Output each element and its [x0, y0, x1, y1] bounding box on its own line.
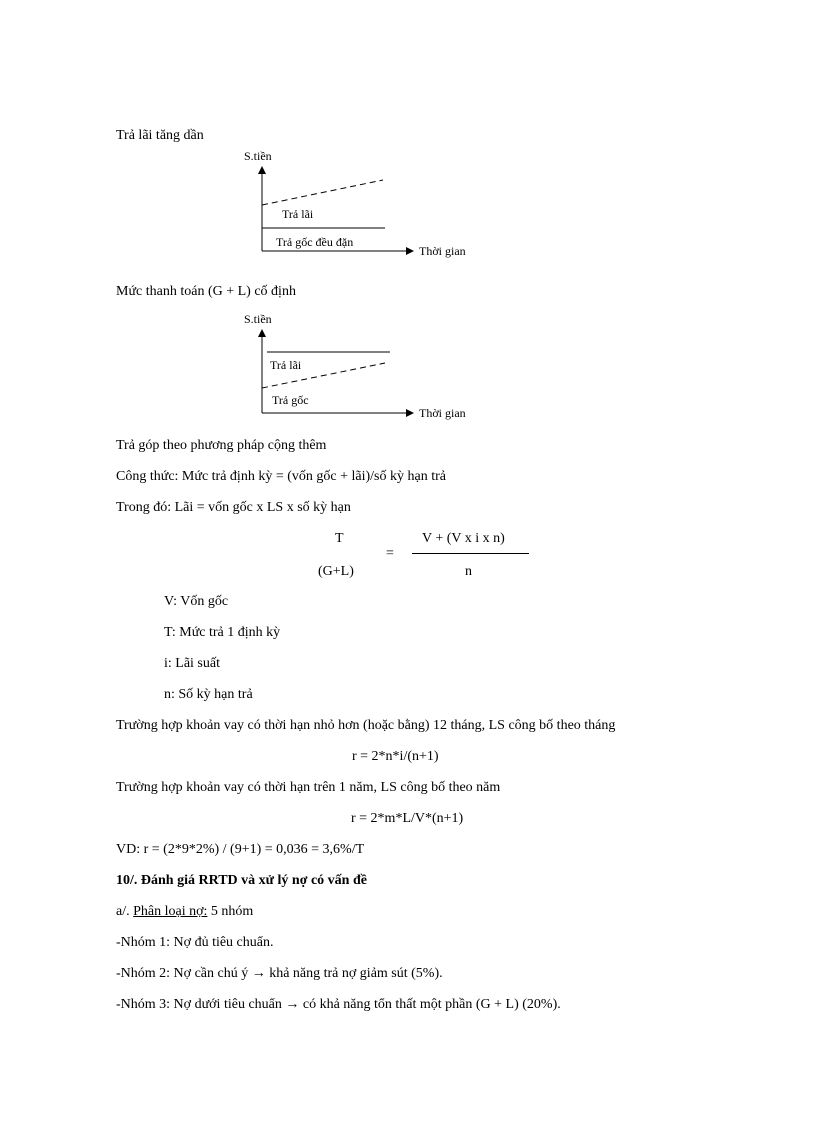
group-2: -Nhóm 2: Nợ cần chú ý → khả năng trả nợ giảm sút (5%).: [116, 966, 443, 981]
x-axis-label: Thời gian: [419, 244, 466, 258]
fraction-lhs-top: T: [335, 531, 344, 546]
upper-band-label: Trả lãi: [270, 358, 302, 372]
group-3: -Nhóm 3: Nợ dưới tiêu chuẩn → có khả năng tổn thất một phần (G + L) (20%).: [116, 997, 561, 1012]
section-title-fixed-payment: Mức thanh toán (G + L) cố định: [116, 284, 296, 299]
definition-v: V: Vốn gốc: [164, 594, 229, 609]
formula-long-term: r = 2*m*L/V*(n+1): [351, 811, 464, 826]
fraction-equals: =: [386, 546, 394, 561]
y-axis-label: S.tiền: [244, 149, 272, 163]
para-formula: Công thức: Mức trả định kỳ = (vốn gốc + lãi)/số kỳ hạn trả: [116, 469, 446, 484]
diagram-2-lines: [0, 0, 816, 450]
definition-t: T: Mức trả 1 định kỳ: [164, 625, 281, 640]
lower-band-label: Trả gốc: [272, 393, 309, 407]
classification-line: [116, 904, 253, 920]
heading-10: 10/. Đánh giá RRTD và xử lý nợ có vấn đề: [116, 873, 367, 888]
fraction-denominator: n: [465, 564, 472, 579]
fraction-numerator: V + (V x i x n): [422, 531, 505, 546]
fraction-lhs-bottom: (G+L): [318, 564, 354, 579]
definition-n: n: Số kỳ hạn trả: [164, 687, 253, 702]
x-axis-label: Thời gian: [419, 406, 466, 420]
formula-short-term: r = 2*n*i/(n+1): [352, 749, 439, 764]
example: VD: r = (2*9*2%) / (9+1) = 0,036 = 3,6%/T: [116, 842, 365, 857]
fraction-bar: [412, 553, 529, 554]
case-short-term: Trường hợp khoản vay có thời hạn nhỏ hơn (hoặc bằng) 12 tháng, LS công bố theo tháng: [116, 718, 616, 733]
case-long-term: Trường hợp khoản vay có thời hạn trên 1 năm, LS công bố theo năm: [116, 780, 501, 795]
upper-band-label: Trả lãi: [282, 207, 314, 221]
para-add-method: Trả góp theo phương pháp cộng thêm: [116, 438, 327, 453]
classification-label: Phân loại nợ:: [133, 904, 208, 919]
lower-band-label: Trả gốc đều đặn: [276, 235, 354, 249]
definition-i: i: Lãi suất: [164, 656, 220, 671]
classification-value: 5 nhóm: [207, 904, 254, 919]
classification-prefix: a/.: [116, 904, 134, 919]
para-where: Trong đó: Lãi = vốn gốc x LS x số kỳ hạn: [116, 500, 351, 515]
group-1: -Nhóm 1: Nợ đủ tiêu chuẩn.: [116, 935, 274, 950]
y-axis-label: S.tiền: [244, 312, 272, 326]
section-title-increasing-interest: Trả lãi tăng dần: [116, 128, 204, 143]
